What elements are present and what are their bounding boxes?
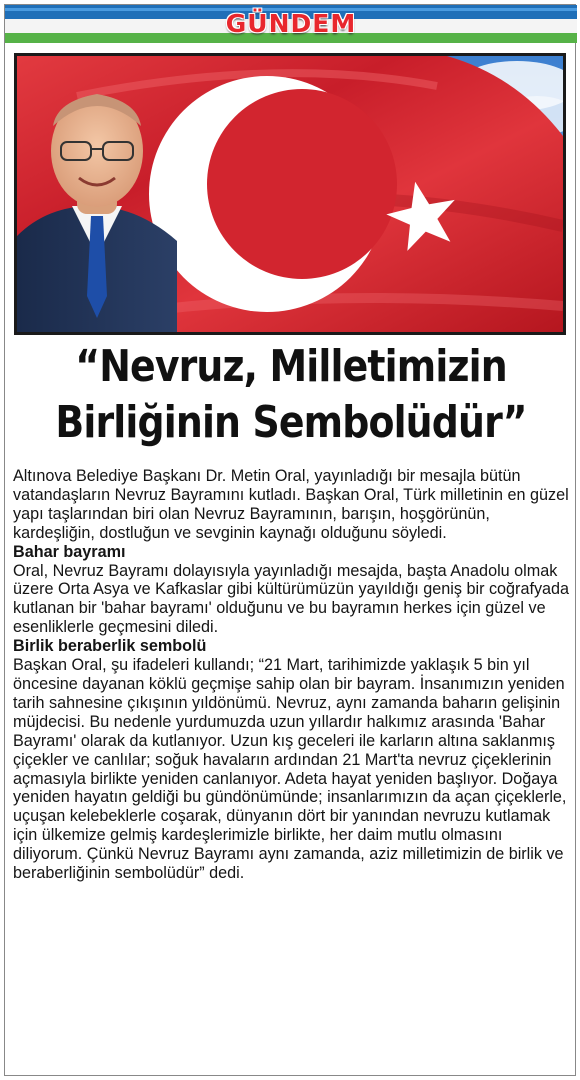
section1-paragraph: Oral, Nevruz Bayramı dolayısıyla yayınladığı mesajda, başta Anadolu olmak üzere Orta Asya ve Kafkaslar gibi kültürümüzün yayıldığı geniş bir coğrafyada kutlanan bir 'bahar bayramı' olduğunu ve bu bayramın herkes için güzel ve esenliklerle geçmesini diledi. <box>13 561 570 637</box>
headline-line-2: Birliğinin Sembolüdür” <box>55 397 527 448</box>
flag-portrait-image <box>17 56 563 332</box>
newspaper-clipping <box>4 4 576 1076</box>
headline-line-1: “Nevruz, Milletimizin <box>75 341 507 392</box>
subheading-bahar-bayrami: Bahar bayramı <box>13 542 126 561</box>
subheading-birlik-beraberlik: Birlik beraberlik sembolü <box>13 637 207 656</box>
section-title: GÜNDEM <box>225 9 357 38</box>
crescent-inner <box>207 89 397 279</box>
article-photo <box>14 53 566 335</box>
article-body <box>13 467 573 883</box>
article-intro: Altınova Belediye Başkanı Dr. Metin Oral, yayınladığı bir mesajla bütün vatandaşların Nevruz Bayramını kutladı. Başkan Oral, Türk milletinin en güzel yapı taşlarından biri olan Nevruz Bayramının, barışın, hoşgörünün, kardeşliğin, dostluğun ve sevginin kaynağı olduğunu söyledi. <box>13 467 569 542</box>
section-header <box>5 5 577 45</box>
section2-paragraph: Başkan Oral, şu ifadeleri kullandı; “21 Mart, tarihimizde yaklaşık 5 bin yıl öncesine dayanan köklü geçmişe sahip olan bir bayram. İnsanımızın yeniden tarih sahnesine çıkışının yıldönümü. Nevruz, aynı zamanda baharın gelişinin müjdecisi. Bu nedenle yurdumuzda uzun yıllardır halkımız arasında 'Bahar Bayramı' olarak da kutlanıyor. Uzun kış geceleri ile karların altına saklanmış çiçekler ve canlılar; soğuk havaların ardından 21 Mart'ta nevruz çiçeklerinin açmasıyla birlikte yeniden canlanıyor. Adeta hayat yeniden başlıyor. Doğaya yeniden hayatın geldiği bu gündönümünde; insanlarımızın da açan çiçeklerle, uçuşan kelebeklerle coşarak, dünyanın dört bir yanından nevruzu kutlamak için ülkemize gelmiş kardeşlerimizle birlikte, her daim mutlu olmasını diliyorum. Çünkü Nevruz Bayramı aynı zamanda, aziz milletimizin de birlik ve beraberliğinin sembolüdür” dedi. <box>13 656 567 883</box>
article-headline <box>45 339 537 451</box>
